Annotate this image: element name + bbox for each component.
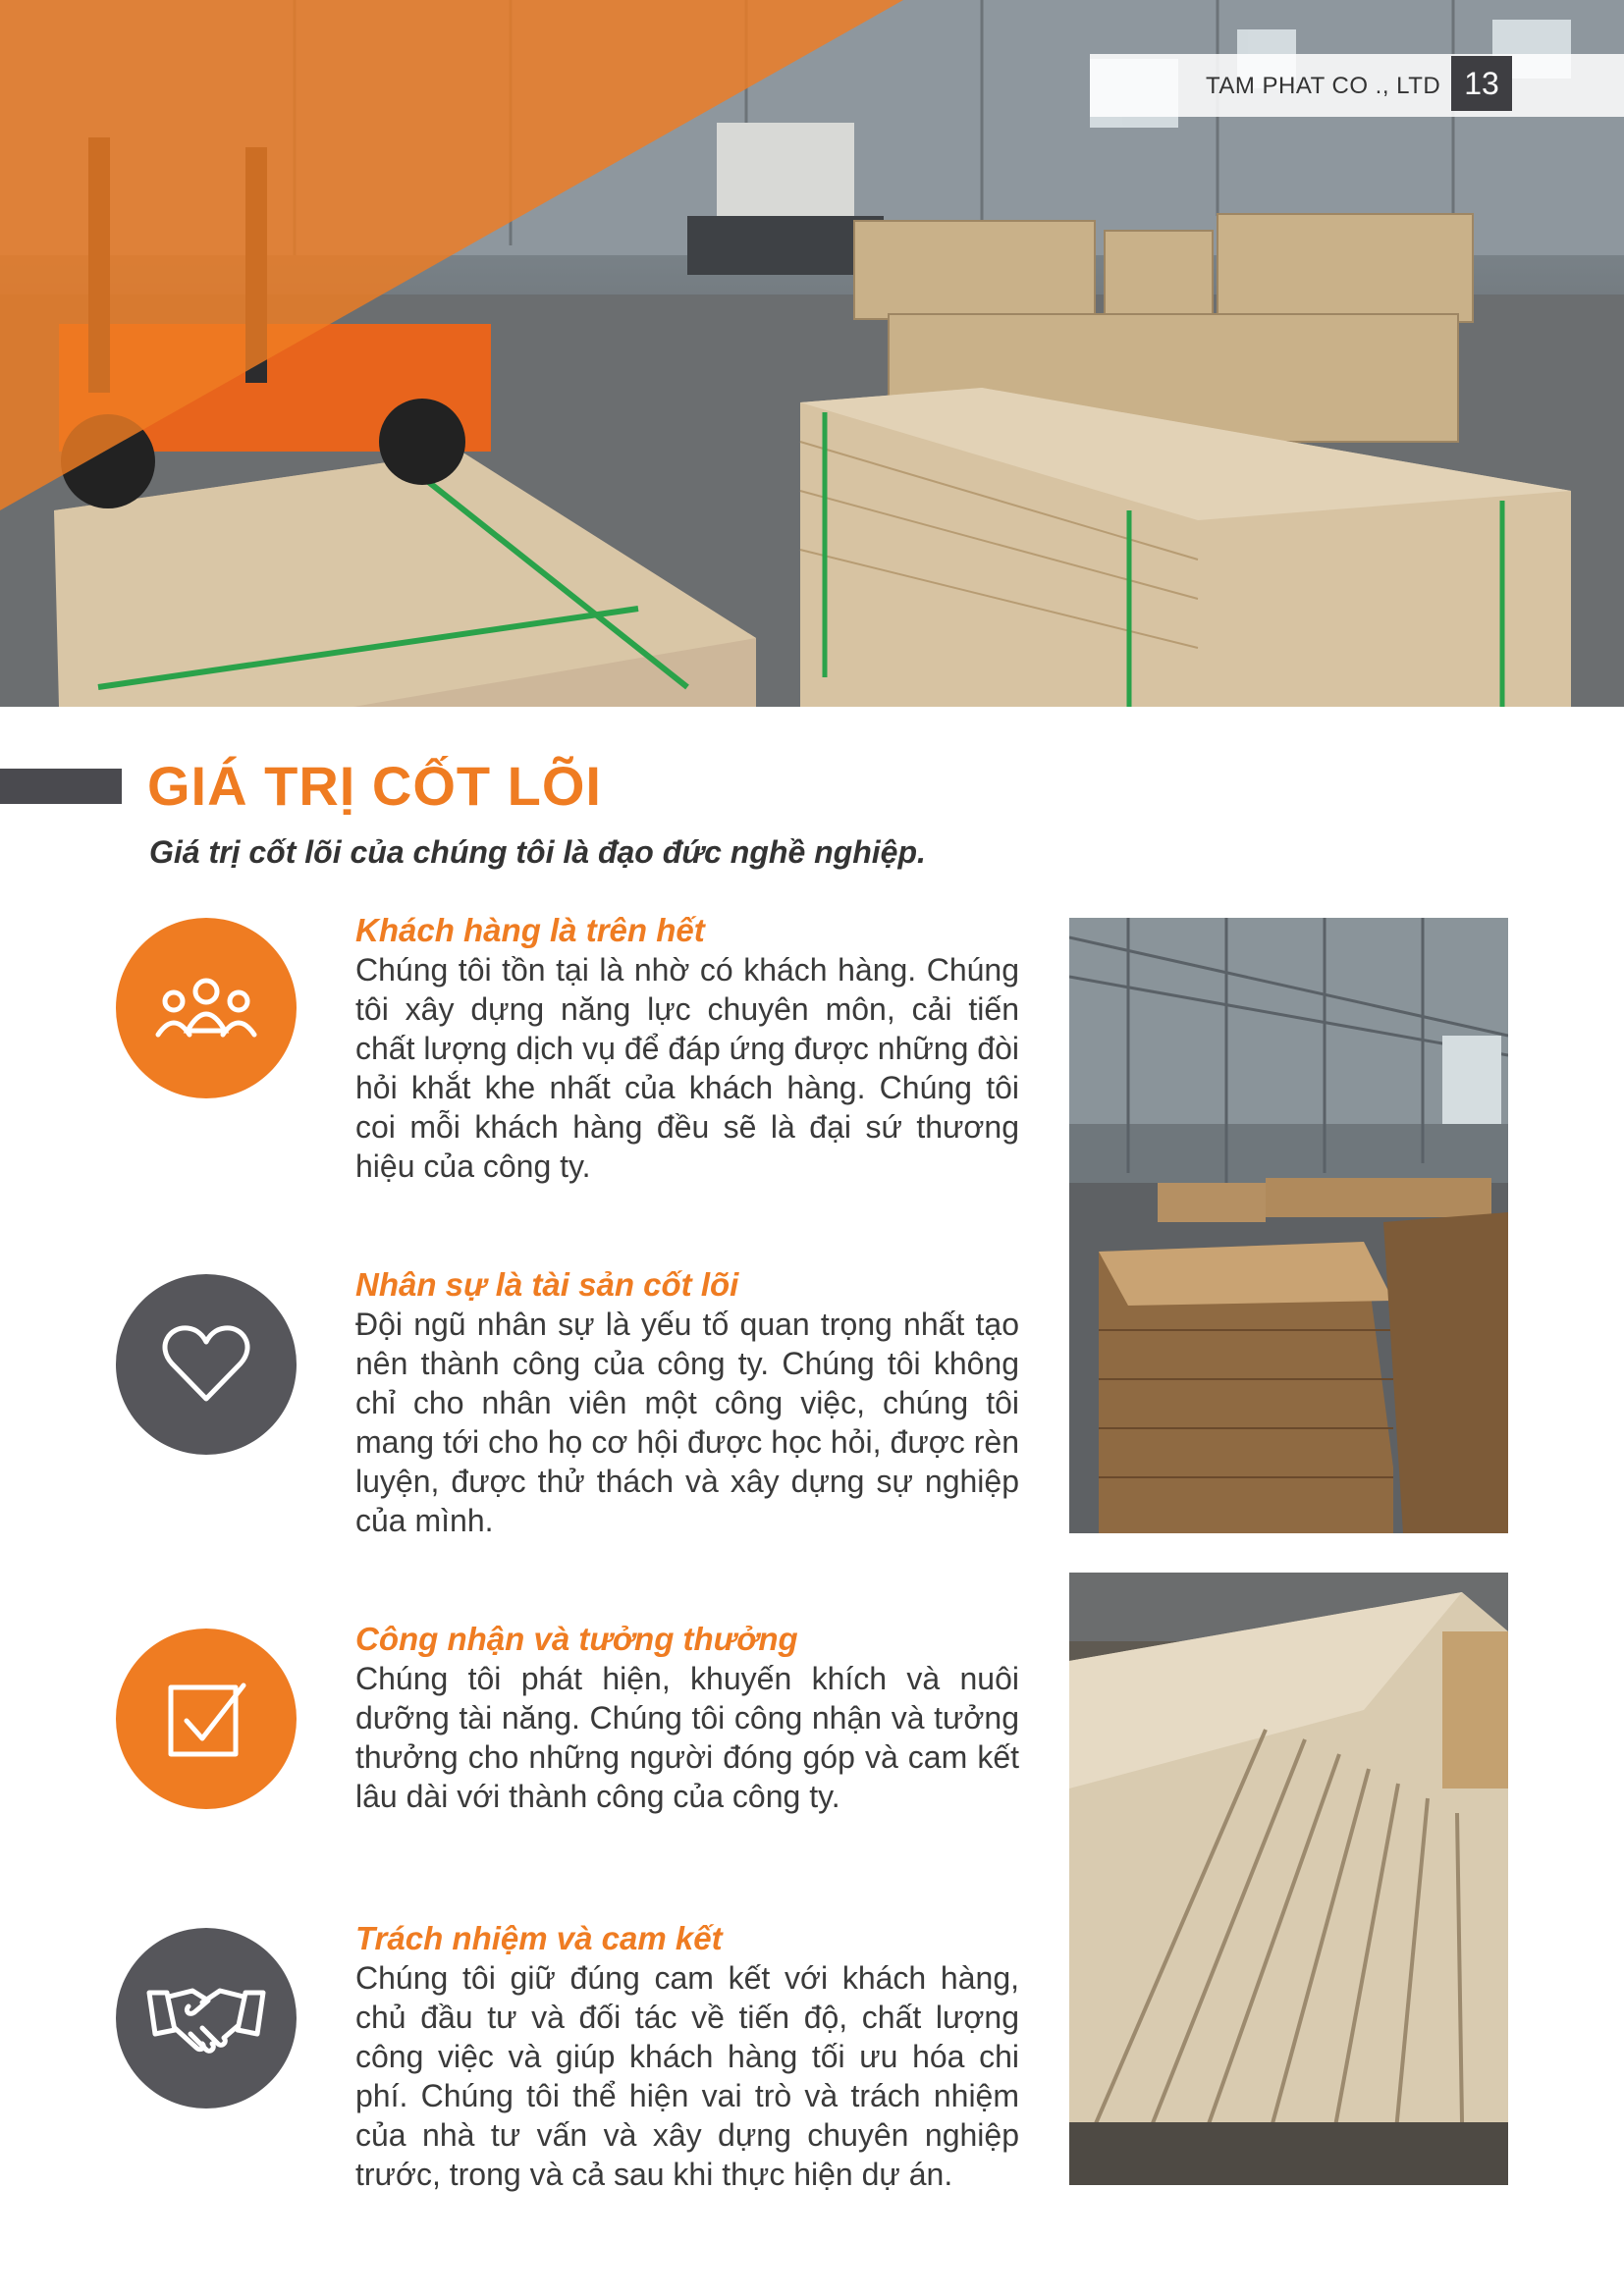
value-responsibility-commitment (355, 1919, 1019, 2194)
value-heading: Khách hàng là trên hết (355, 912, 705, 948)
people-group-icon (116, 918, 297, 1098)
heart-icon (116, 1274, 297, 1455)
factory-plywood-stack-photo (1069, 918, 1508, 1533)
value-heading: Công nhận và tưởng thưởng (355, 1621, 798, 1657)
company-name: TAM PHAT CO ., LTD (1206, 73, 1441, 99)
title-accent-bar (0, 769, 122, 804)
value-body: Chúng tôi tồn tại là nhờ có khách hàng. Chúng tôi xây dựng năng lực chuyên môn, cải tiến chất lượng dịch vụ để đáp ứng được những đòi hỏi khắt khe nhất của khách hàng. Chúng tôi coi mỗi khách hàng đều sẽ là đại sứ thương hiệu của công ty. (355, 952, 1019, 1184)
value-heading: Trách nhiệm và cam kết (355, 1920, 723, 1956)
section-title: GIÁ TRỊ CỐT LÕI (147, 755, 602, 817)
value-customer-first (355, 911, 1019, 1186)
value-people-core-asset (355, 1265, 1019, 1540)
value-heading: Nhân sự là tài sản cốt lõi (355, 1266, 739, 1303)
checkbox-icon (116, 1629, 297, 1809)
section-subtitle: Giá trị cốt lõi của chúng tôi là đạo đức nghề nghiệp. (149, 834, 926, 870)
value-body: Đội ngũ nhân sự là yếu tố quan trọng nhất tạo nên thành công của công ty. Chúng tôi không chỉ cho nhân viên một công việc, chúng tôi mang tới cho họ cơ hội được học hỏi, được rèn luyện, được thử thách và xây dựng sự nghiệp của mình. (355, 1307, 1019, 1538)
value-body: Chúng tôi phát hiện, khuyến khích và nuôi dưỡng tài năng. Chúng tôi công nhận và tưởng thưởng cho những người đóng góp và cam kết lâu dài với thành công của công ty. (355, 1661, 1019, 1814)
plywood-sheets-fanned-photo (1069, 1573, 1508, 2185)
value-body: Chúng tôi giữ đúng cam kết với khách hàng, chủ đầu tư và đối tác về tiến độ, chất lượng công việc và giúp khách hàng tối ưu hóa chi phí. Chúng tôi thể hiện vai trò và trách nhiệm của nhà tư vấn và xây dựng chuyên nghiệp trước, trong và cả sau khi thực hiện dự án. (355, 1960, 1019, 2192)
value-recognition-reward (355, 1620, 1019, 1816)
handshake-icon (116, 1928, 297, 2109)
page-number: 13 (1451, 56, 1512, 111)
